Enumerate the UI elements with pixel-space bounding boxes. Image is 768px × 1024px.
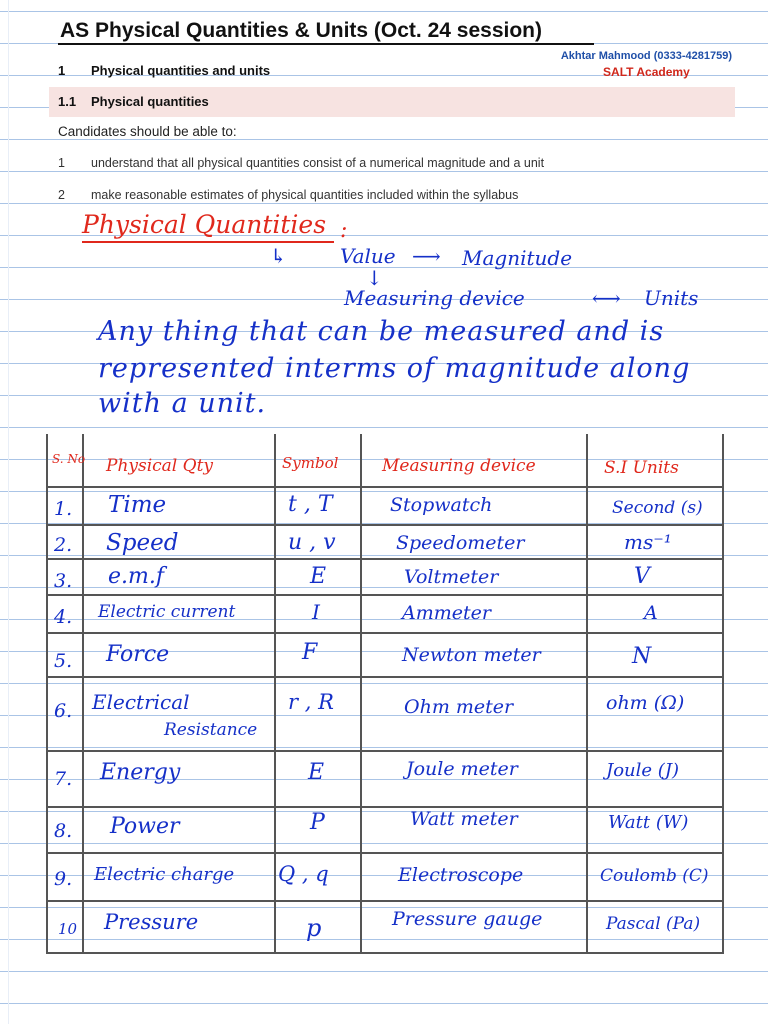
device-cell: Electroscope [398, 864, 524, 886]
header-unit: S.I Units [604, 458, 679, 478]
objective-text: make reasonable estimates of physical quantities included within the syllabus [91, 188, 519, 202]
right-arrow-icon: ⟶ [412, 244, 441, 268]
notes-heading: Physical Quantities [82, 210, 327, 239]
symbol-cell: Q , q [278, 862, 329, 886]
unit-cell: ohm (Ω) [606, 692, 685, 714]
table-border [722, 434, 724, 954]
symbol-cell: u , v [288, 530, 336, 555]
device-cell: Ohm meter [404, 696, 514, 718]
device-cell: Pressure gauge [392, 908, 543, 930]
objective-item [58, 156, 544, 170]
row-divider [46, 558, 724, 560]
row-number: 6. [54, 700, 73, 722]
row-divider [46, 594, 724, 596]
subsection-banner [49, 87, 735, 117]
symbol-cell: I [312, 600, 320, 624]
unit-cell: Pascal (Pa) [606, 914, 701, 934]
symbol-cell: p [306, 914, 322, 942]
quantity-cell: e.m.f [108, 564, 165, 589]
row-divider [46, 806, 724, 808]
row-divider [46, 900, 724, 902]
row-divider [46, 486, 724, 488]
table-column-divider [274, 434, 276, 954]
device-cell: Joule meter [406, 758, 518, 780]
down-arrow-icon: ↓ [366, 266, 383, 290]
device-cell: Ammeter [402, 602, 491, 624]
row-number: 8. [54, 820, 73, 842]
unit-cell: V [634, 564, 650, 589]
definition-line: represented interms of magnitude along [98, 353, 691, 384]
row-number: 4. [54, 606, 73, 628]
quantities-table [46, 434, 726, 958]
section-number: 1 [58, 63, 66, 78]
row-number: 2. [54, 534, 73, 556]
page-title: AS Physical Quantities & Units (Oct. 24 session) [60, 19, 542, 42]
symbol-cell: E [310, 564, 327, 589]
objective-number: 2 [58, 188, 65, 202]
symbol-cell: r , R [288, 690, 334, 714]
measuring-device-label: Measuring device [344, 286, 525, 310]
quantity-cell: Speed [106, 530, 179, 556]
quantity-cell: Time [108, 492, 167, 518]
section-title: Physical quantities and units [91, 63, 271, 78]
row-number: 3. [54, 570, 73, 592]
title-underline [58, 43, 594, 45]
unit-cell: A [644, 602, 658, 624]
quantity-cell: Electrical [92, 690, 190, 714]
definition-line: Any thing that can be measured and is [98, 316, 665, 347]
page-margin [8, 0, 9, 1024]
unit-cell: Coulomb (C) [600, 866, 709, 886]
intro-text: Candidates should be able to: [58, 124, 237, 139]
device-cell: Voltmeter [404, 566, 499, 588]
quantity-cell: Electric current [98, 602, 236, 622]
unit-cell: Second (s) [612, 498, 703, 518]
device-cell: Watt meter [410, 808, 518, 830]
author-block [561, 49, 732, 79]
unit-cell: N [632, 644, 652, 669]
quantity-cell: Electric charge [94, 864, 235, 885]
unit-cell: ms⁻¹ [624, 530, 672, 554]
header-quantity: Physical Qty [106, 456, 214, 476]
quantity-cell-line2: Resistance [164, 720, 258, 740]
table-border [46, 434, 48, 952]
author-name: Akhtar Mahmood (0333-4281759) [560, 50, 732, 62]
quantity-cell: Power [110, 814, 180, 839]
symbol-cell: E [308, 760, 325, 785]
notes-heading-underline [82, 241, 334, 243]
symbol-cell: t , T [288, 492, 333, 517]
row-number: 9. [54, 868, 73, 890]
header-sno: S. No [52, 452, 86, 466]
row-divider [46, 524, 724, 526]
corner-arrow-icon: ↳ [270, 244, 287, 268]
device-cell: Speedometer [396, 532, 525, 554]
row-divider [46, 852, 724, 854]
objective-item [58, 188, 518, 202]
table-column-divider [82, 434, 84, 954]
section-heading [58, 63, 270, 78]
row-divider [46, 750, 724, 752]
value-label: Value [340, 244, 396, 268]
unit-cell: Joule (J) [606, 760, 680, 781]
objective-text: understand that all physical quantities consist of a numerical magnitude and a unit [91, 156, 545, 170]
device-cell: Stopwatch [390, 494, 493, 516]
quantity-cell: Force [106, 642, 170, 667]
definition-line: with a unit. [98, 388, 267, 419]
subsection-number: 1.1 [58, 94, 77, 109]
unit-cell: Watt (W) [608, 812, 689, 833]
row-divider [46, 952, 724, 954]
units-label: Units [644, 286, 699, 310]
double-arrow-icon: ⟷ [592, 286, 621, 310]
notes-heading-colon: : [340, 218, 348, 243]
table-column-divider [360, 434, 362, 954]
row-number: 5. [54, 650, 73, 672]
symbol-cell: F [302, 640, 318, 665]
symbol-cell: P [310, 810, 325, 835]
objective-number: 1 [58, 156, 65, 170]
quantity-cell: Energy [100, 760, 181, 785]
header-symbol: Symbol [282, 454, 339, 472]
row-divider [46, 632, 724, 634]
row-number: 1. [54, 498, 73, 520]
row-number: 10 [58, 920, 78, 938]
magnitude-label: Magnitude [462, 246, 573, 270]
header-device: Measuring device [382, 456, 536, 476]
academy-name: SALT Academy [603, 65, 690, 79]
table-column-divider [586, 434, 588, 954]
row-divider [46, 676, 724, 678]
quantity-cell: Pressure [104, 910, 199, 934]
device-cell: Newton meter [402, 644, 541, 666]
subsection-title: Physical quantities [91, 94, 209, 109]
row-number: 7. [54, 768, 73, 790]
